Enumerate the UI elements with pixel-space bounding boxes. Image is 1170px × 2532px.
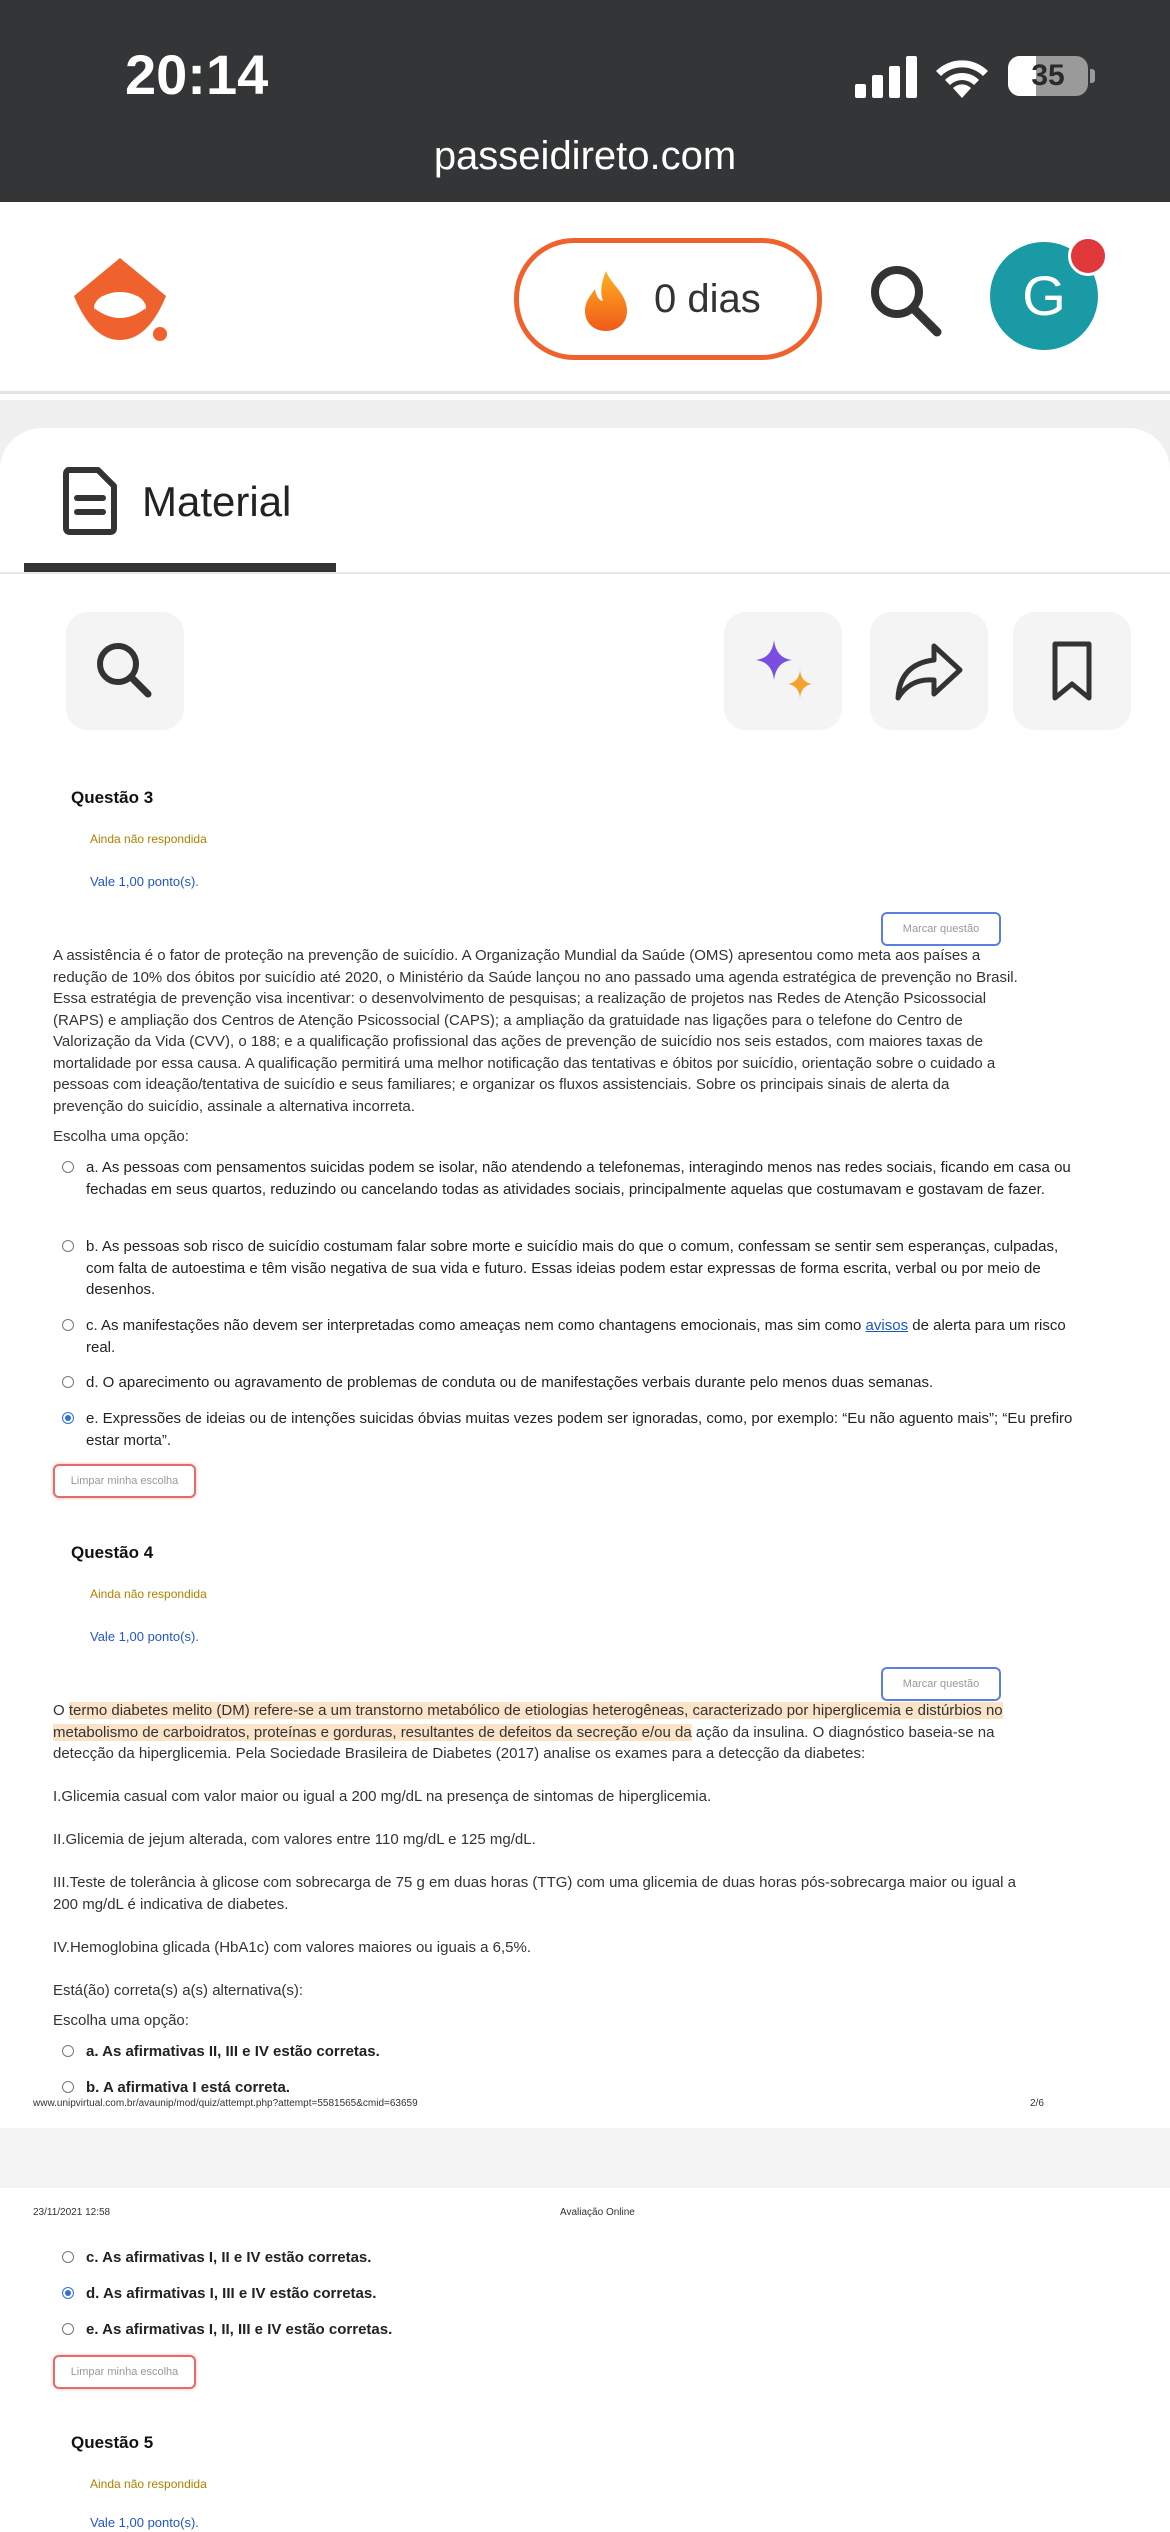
question-3-choose-label: Escolha uma opção: [53, 1128, 189, 1145]
user-avatar[interactable]: G [990, 242, 1098, 350]
streak-label: 0 dias [654, 277, 761, 321]
option-c-text-end: de alerta para um risco real. [86, 1317, 1066, 1356]
tab-material[interactable] [24, 430, 336, 572]
address-bar-url[interactable]: passeidireto.com [433, 134, 737, 178]
radio-button[interactable] [62, 2323, 74, 2335]
radio-button[interactable] [62, 1376, 74, 1388]
page-footer-url: www.unipvirtual.com.br/avaunip/mod/quiz/attempt.php?attempt=5581565&cmid=63659 [33, 2098, 418, 2109]
tab-divider [0, 572, 1170, 574]
wifi-icon [933, 54, 991, 98]
app-header [0, 202, 1170, 394]
clear-choice-button[interactable]: Limpar minha escolha [53, 1464, 196, 1498]
search-icon[interactable] [865, 260, 945, 340]
statement-2: II.Glicemia de jejum alterada, com valores entre 110 mg/dL e 125 mg/dL. [53, 1831, 536, 1848]
option-label: b. A afirmativa I está correta. [86, 2079, 290, 2093]
radio-button[interactable] [62, 1240, 74, 1252]
sparkle-icon [724, 612, 842, 730]
option-label: e. As afirmativas I, II, III e IV estão corretas. [86, 2321, 393, 2338]
tab-material-label: Material [142, 478, 292, 525]
option-label: b. As pessoas sob risco de suicídio costumam falar sobre morte e suicídio mais do que o comum, confessam se sentir sem esperanças, culpadas, com falta de autoestima e têm visão negativa de sua vida e futuro. Essas ideias podem estar expressas de forma escrita, verbal ou por meio de desenhos. [86, 1238, 1059, 1298]
option-c-text-start: c. As manifestações não devem ser interpretadas como ameaças nem como chantagens emocionais, mas sim como [86, 1317, 862, 1334]
active-tab-indicator [24, 563, 336, 572]
question-5-status: Ainda não respondida [90, 2477, 207, 2491]
radio-button[interactable] [62, 2045, 74, 2057]
search-document-button[interactable] [66, 612, 184, 730]
question-4-status: Ainda não respondida [90, 1587, 207, 1601]
question-4-text [53, 1700, 1023, 1765]
question-3-title: Questão 3 [71, 788, 154, 807]
text-start: O [53, 1702, 65, 1719]
page-header-date: 23/11/2021 12:58 [33, 2207, 111, 2218]
statement-4: IV.Hemoglobina glicada (HbA1c) com valores maiores ou iguais a 6,5%. [53, 1939, 532, 1956]
statement-1: I.Glicemia casual com valor maior ou igual a 200 mg/dL na presença de sintomas de hiperglicemia. [53, 1788, 712, 1805]
page-number: 2/6 [1030, 2098, 1044, 2109]
battery-level: 35 [1031, 59, 1065, 92]
bookmark-button[interactable] [1013, 612, 1131, 730]
text-end: ação da insulina. O diagnóstico baseia-se na detecção da hiperglicemia. Pela Sociedade Brasileira de Diabetes (2017) analise os exames para a detecção da diabetes: [53, 1723, 995, 1762]
streak-counter-button[interactable] [514, 238, 822, 360]
option-label: d. As afirmativas I, III e IV estão corretas. [86, 2285, 377, 2302]
passei-direto-logo[interactable] [70, 254, 170, 344]
status-clock: 20:14 [125, 43, 269, 106]
option-label: e. Expressões de ideias ou de intenções suicidas óbvias muitas vezes podem ser ignoradas, como, por exemplo: “Eu não aguento mais”; “Eu prefiro estar morta”. [86, 1410, 1073, 1449]
question-4-option-b[interactable] [62, 2077, 1022, 2093]
option-label: c. As afirmativas I, II e IV estão corretas. [86, 2249, 372, 2266]
clear-choice-button[interactable]: Limpar minha escolha [53, 2355, 196, 2389]
question-4-points: Vale 1,00 ponto(s). [90, 1629, 199, 1644]
battery-icon [1008, 56, 1088, 96]
radio-button-selected[interactable] [62, 1412, 74, 1424]
bookmark-icon [1013, 612, 1131, 730]
radio-button[interactable] [62, 1319, 74, 1331]
question-3-points: Vale 1,00 ponto(s). [90, 874, 199, 889]
question-3-status: Ainda não respondida [90, 832, 207, 846]
radio-button-selected[interactable] [62, 2287, 74, 2299]
question-3-text: A assistência é o fator de proteção na prevenção de suicídio. A Organização Mundial da Saúde (OMS) apresentou como meta aos países a redução de 10% dos óbitos por suicídio até 2020, o Ministério da Saúde lançou no ano passado uma agenda estratégica de prevenção no Brasil. Essa estratégia de prevenção visa incentivar: o desenvolvimento de pesquisas; a realização de projetos nas Redes de Atenção Psicossocial (RAPS) e ampliação dos Centros de Atenção Psicossocial (CAPS); a ampliação da gratuidade nas ligações para o telefone do Centro de Valorização da Vida (CVV), o 188; e a qualificação profissional das ações de prevenção de suicídio nos seis estados, com maiores taxas de mortalidade por essa causa. A qualificação permitirá uma melhor notificação das tentativas e óbitos por suicídio, orientação sobre o cuidado a pessoas com ideação/tentativa de suicídio e seus familiares; e organizar os fluxos assistenciais. Sobre os principais sinais de alerta da prevenção do suicídio, assinale a alternativa incorreta. [53, 947, 1018, 1115]
search-icon [66, 612, 184, 730]
browser-top-bar [0, 0, 1170, 202]
option-label [86, 1315, 1076, 1358]
radio-button[interactable] [62, 1161, 74, 1173]
question-5-title: Questão 5 [71, 2433, 154, 2452]
avisos-link[interactable]: avisos [865, 1317, 909, 1334]
page-header-title: Avaliação Online [560, 2207, 635, 2218]
battery-tip [1090, 69, 1095, 83]
statement-3: III.Teste de tolerância à glicose com sobrecarga de 75 g em duas horas (TTG) com uma glicemia de duas horas pós-sobrecarga maior ou igual a 200 mg/dL é indicativa de diabetes. [53, 1874, 1016, 1913]
radio-button[interactable] [62, 2251, 74, 2263]
page-break [0, 2128, 1170, 2188]
question-4-title: Questão 4 [71, 1543, 154, 1562]
cellular-signal-icon [855, 56, 917, 98]
option-label: a. As pessoas com pensamentos suicidas podem se isolar, não atendendo a telefonemas, interagindo menos nas redes sociais, ficando em casa ou fechadas em seus quartos, reduzindo ou cancelando todas as atividades sociais, principalmente aquelas que costumavam e gostavam de fazer. [86, 1159, 1071, 1198]
mark-question-4-button[interactable]: Marcar questão [881, 1667, 1001, 1701]
notification-dot [1068, 236, 1108, 276]
radio-button[interactable] [62, 2081, 74, 2093]
ai-assistant-button[interactable] [724, 612, 842, 730]
flame-icon [581, 271, 631, 331]
option-label: a. As afirmativas II, III e IV estão corretas. [86, 2043, 380, 2060]
option-label: d. O aparecimento ou agravamento de problemas de conduta ou de manifestações verbais durante pelo menos duas semanas. [86, 1374, 934, 1391]
mark-question-3-button[interactable]: Marcar questão [881, 912, 1001, 946]
document-icon [60, 466, 120, 536]
question-4-choose-label: Escolha uma opção: [53, 2012, 189, 2029]
highlighted-text[interactable]: termo diabetes melito (DM) refere-se a um transtorno metabólico de etiologias heterogêneas, caracterizado por hiperglicemia e distúrbios no metabolismo de carboidratos, proteínas e gorduras, resultantes de defeitos da secreção e/ou da [53, 1702, 1003, 1741]
question-5-points: Vale 1,00 ponto(s). [90, 2515, 199, 2530]
question-4-prompt: Está(ão) correta(s) a(s) alternativa(s): [53, 1982, 304, 1999]
share-button[interactable] [870, 612, 988, 730]
share-icon [870, 612, 988, 730]
